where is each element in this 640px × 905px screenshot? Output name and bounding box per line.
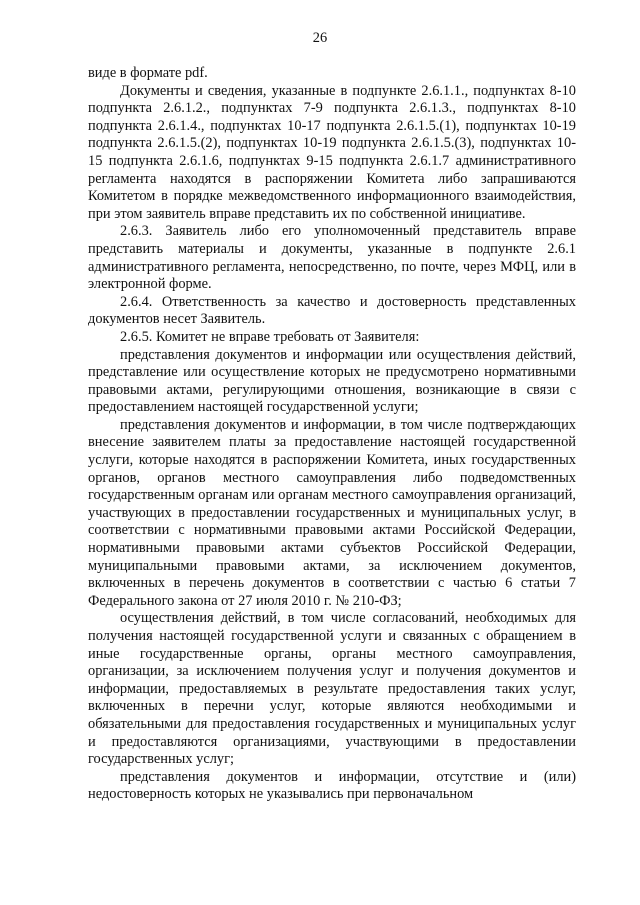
- paragraph: 2.6.5. Комитет не вправе требовать от Заявителя:: [120, 328, 420, 345]
- page-number: 26: [312, 30, 328, 46]
- paragraph: 2.6.3. Заявитель либо его уполномоченный представитель вправе представить материалы и документы, указанные в подпункте 2.6.1 административного регламента, непосредственно, по почте, через МФЦ, или в электронной форме.: [88, 223, 576, 293]
- document-body: [88, 65, 576, 804]
- paragraph: представления документов и информации или осуществления действий, представление или осуществление которых не предусмотрено нормативными правовыми актами, регулирующими отношения, возникающие в связи с предоставлением настоящей государственной услуги;: [88, 346, 576, 416]
- paragraph: 2.6.4. Ответственность за качество и достоверность представленных документов несет Заявитель.: [88, 293, 576, 328]
- paragraph: виде в формате pdf.: [88, 65, 208, 81]
- paragraph: представления документов и информации, отсутствие и (или) недостоверность которых не указывались при первоначальном: [88, 768, 576, 803]
- paragraph: Документы и сведения, указанные в подпункте 2.6.1.1., подпунктах 8-10 подпункта 2.6.1.2., подпунктах 7-9 подпункта 2.6.1.3., подпунктах 8-10 подпункта 2.6.1.4., подпунктах 10-17 подпункта 2.6.1.5.(1), подпунктах 10-19 подпункта 2.6.1.5.(2), подпунктах 10-19 подпункта 2.6.1.5.(3), подпунктах 10-15 подпункта 2.6.1.6, подпунктах 9-15 подпункта 2.6.1.7 административного регламента находятся в распоряжении Комитета либо запрашиваются Комитетом в порядке межведомственного информационного взаимодействия, при этом заявитель вправе представить их по собственной инициативе.: [88, 82, 576, 222]
- paragraph: осуществления действий, в том числе согласований, необходимых для получения настоящей государственной услуги и связанных с обращением в иные государственные органы, органы местного самоуправления, организации, за исключением получения услуг и получения документов и информации, предоставляемых в результате предоставления таких услуг, включенных в перечни услуг, которые являются необходимыми и обязательными для предоставления государственных и муниципальных услуг и предоставляются организациями, участвующими в предоставлении государственных услуг;: [88, 610, 576, 768]
- paragraph: представления документов и информации, в том числе подтверждающих внесение заявителем платы за предоставление настоящей государственной услуги, которые находятся в распоряжении Комитета, иных государственных органов, органов местного самоуправления либо подведомственных государственным органам или органам местного самоуправления организаций, участвующих в предоставлении государственных и муниципальных услуг, в соответствии с нормативными правовыми актами Российской Федерации, нормативными правовыми актами субъектов Российской Федерации, муниципальными правовыми актами, за исключением документов, включенных в перечень документов в соответствии с частью 6 статьи 7 Федерального закона от 27 июля 2010 г. № 210-ФЗ;: [88, 416, 576, 609]
